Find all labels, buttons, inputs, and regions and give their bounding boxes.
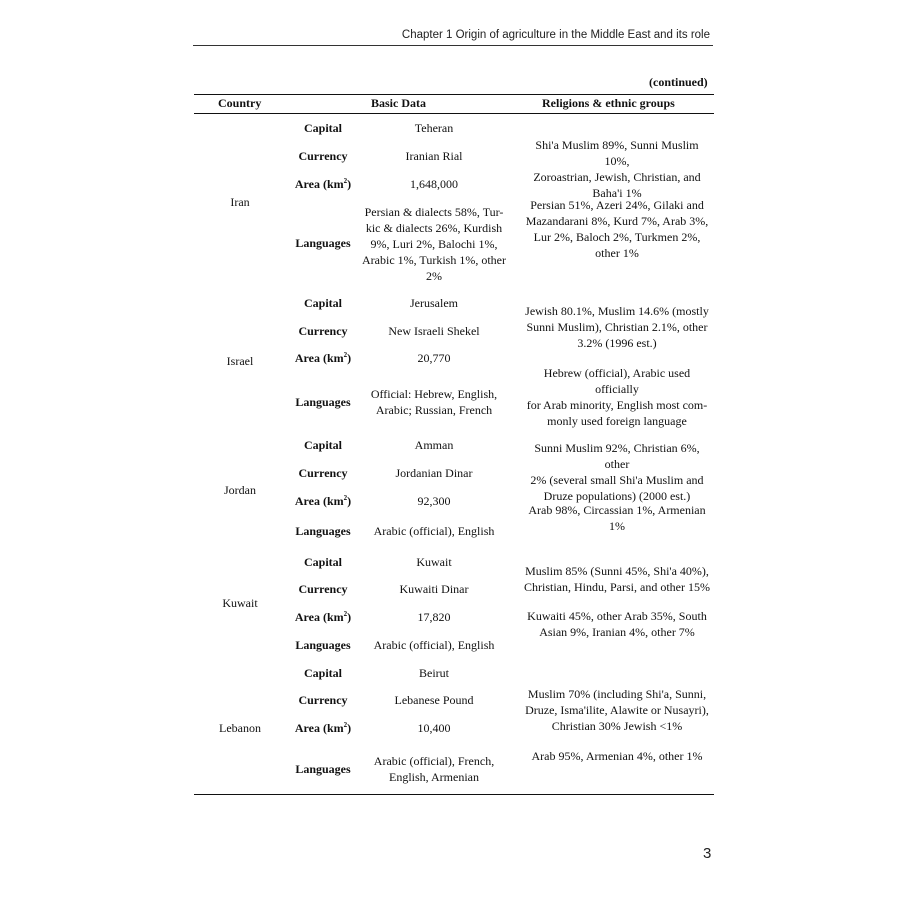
running-header: Chapter 1 Origin of agriculture in the Middle East and its role [401,29,710,41]
field-label-languages: Languages [295,524,351,538]
field-value-capital: Beirut [419,666,449,680]
religion-text-line: 2% (several small Shi'a Muslim and [530,473,704,487]
column-header-religions: Religions & ethnic groups [542,96,675,110]
country-name: Israel [226,354,254,368]
continued-label: (continued) [649,75,708,89]
field-value-languages [371,386,497,418]
table-top-rule [194,94,714,95]
field-label-area [295,493,351,509]
area-label-superscript: 2 [343,351,348,359]
religion-text-line: Druze, Isma'ilite, Alawite or Nusayri), [525,703,709,717]
area-label-close: ) [347,351,352,365]
ethnic-groups-text-line: Arab 95%, Armenian 4%, other 1% [531,749,703,763]
field-value-area: 92,300 [417,494,451,508]
area-label-close: ) [347,177,352,191]
ethnic-groups-text [522,748,712,764]
religion-text-line: Muslim 85% (Sunni 45%, Shi'a 40%), [525,564,709,578]
area-label-superscript: 2 [343,177,348,185]
field-label-currency: Currency [298,466,348,480]
field-value-area: 10,400 [417,721,451,735]
field-value-capital: Jerusalem [410,296,458,310]
field-label-currency: Currency [298,149,348,163]
field-label-languages: Languages [295,762,351,776]
religion-text-line: Shi'a Muslim 89%, Sunni Muslim 10%, [535,138,699,168]
religion-text-line: Christian, Hindu, Parsi, and other 15% [524,580,710,594]
area-label-text: Area (km [294,351,344,365]
field-value-currency: Lebanese Pound [394,693,474,707]
field-value-currency: Iranian Rial [405,149,463,163]
table-bottom-rule [194,794,714,795]
field-label-languages: Languages [295,395,351,409]
field-value-languages-line: English, Armenian [389,770,479,784]
country-name: Iran [230,195,250,209]
field-value-capital: Teheran [414,121,454,135]
field-value-currency: New Israeli Shekel [388,324,480,338]
country-name: Kuwait [222,596,258,610]
country-name: Lebanon [219,721,261,735]
field-label-currency: Currency [298,693,348,707]
ethnic-groups-text [522,608,712,640]
field-label-languages: Languages [295,638,351,652]
ethnic-groups-text [522,502,712,534]
field-value-languages-line: Arabic; Russian, French [375,403,493,417]
ethnic-groups-text-line: Hebrew (official), Arabic used officially [543,366,691,396]
ethnic-groups-text-line: Persian 51%, Azeri 24%, Gilaki and [530,198,704,212]
field-label-capital: Capital [303,438,343,452]
religion-text [522,137,712,201]
field-label-currency: Currency [298,582,348,596]
area-label-text: Area (km [294,177,344,191]
religion-text-line: Baha'i 1% [592,186,642,200]
field-label-capital: Capital [303,296,343,310]
field-value-area: 17,820 [417,610,451,624]
field-value-languages: Arabic (official), English [373,638,495,652]
area-label-close: ) [347,610,352,624]
column-header-basic-data: Basic Data [371,96,426,110]
header-rule [193,45,713,46]
country-name: Jordan [224,483,256,497]
religion-text-line: Christian 30% Jewish <1% [551,719,683,733]
field-value-area: 20,770 [417,351,451,365]
column-header-country: Country [218,96,262,110]
field-value-languages [374,753,494,785]
field-label-area [295,609,351,625]
field-value-languages-line: 9%, Luri 2%, Balochi 1%, [370,237,498,251]
area-label-text: Area (km [294,721,344,735]
field-value-languages [362,204,506,284]
ethnic-groups-text-line: Asian 9%, Iranian 4%, other 7% [539,625,695,639]
table-header-rule [194,113,714,114]
religion-text-line: Zoroastrian, Jewish, Christian, and [533,170,701,184]
religion-text-line: Muslim 70% (including Shi'a, Sunni, [527,687,707,701]
ethnic-groups-text-line: Mazandarani 8%, Kurd 7%, Arab 3%, [525,214,709,228]
field-value-languages-line: 2% [426,269,442,283]
ethnic-groups-text [522,197,712,261]
field-value-currency: Jordanian Dinar [395,466,473,480]
religion-text-line: Sunni Muslim 92%, Christian 6%, other [534,441,700,471]
religion-text [522,686,712,734]
religion-text [522,303,712,351]
religion-text-line: Sunni Muslim), Christian 2.1%, other [526,320,708,334]
area-label-superscript: 2 [343,494,348,502]
page-number: 3 [703,845,712,862]
ethnic-groups-text-line: for Arab minority, English most com- [526,398,708,412]
religion-text-line: Druze populations) (2000 est.) [543,489,691,503]
field-value-capital: Kuwait [416,555,452,569]
area-label-text: Area (km [294,494,344,508]
field-label-area [295,350,351,366]
field-label-capital: Capital [303,555,343,569]
field-label-capital: Capital [303,121,343,135]
area-label-text: Area (km [294,610,344,624]
area-label-superscript: 2 [343,610,348,618]
field-label-area [295,176,351,192]
field-value-languages-line: Arabic (official), French, [373,754,495,768]
field-label-languages: Languages [295,236,351,250]
field-value-languages: Arabic (official), English [373,524,495,538]
area-label-close: ) [347,494,352,508]
religion-text-line: Jewish 80.1%, Muslim 14.6% (mostly [525,304,709,318]
ethnic-groups-text-line: other 1% [595,246,639,260]
field-value-languages-line: Official: Hebrew, English, [370,387,498,401]
field-label-currency: Currency [298,324,348,338]
ethnic-groups-text-line: monly used foreign language [547,414,687,428]
religion-text [522,440,712,504]
ethnic-groups-text [522,365,712,429]
area-label-superscript: 2 [343,721,348,729]
field-value-area: 1,648,000 [410,177,458,191]
field-value-capital: Amman [414,438,454,452]
field-value-currency: Kuwaiti Dinar [399,582,469,596]
ethnic-groups-text-line: Kuwaiti 45%, other Arab 35%, South [527,609,707,623]
ethnic-groups-text-line: Arab 98%, Circassian 1%, Armenian [528,503,706,517]
ethnic-groups-text-line: 1% [609,519,625,533]
field-value-languages-line: kic & dialects 26%, Kurdish [365,221,503,235]
field-value-languages-line: Persian & dialects 58%, Tur- [364,205,504,219]
religion-text-line: 3.2% (1996 est.) [577,336,657,350]
ethnic-groups-text-line: Lur 2%, Baloch 2%, Turkmen 2%, [533,230,701,244]
field-label-area [295,720,351,736]
area-label-close: ) [347,721,352,735]
religion-text [522,563,712,595]
field-label-capital: Capital [303,666,343,680]
field-value-languages-line: Arabic 1%, Turkish 1%, other [362,253,506,267]
